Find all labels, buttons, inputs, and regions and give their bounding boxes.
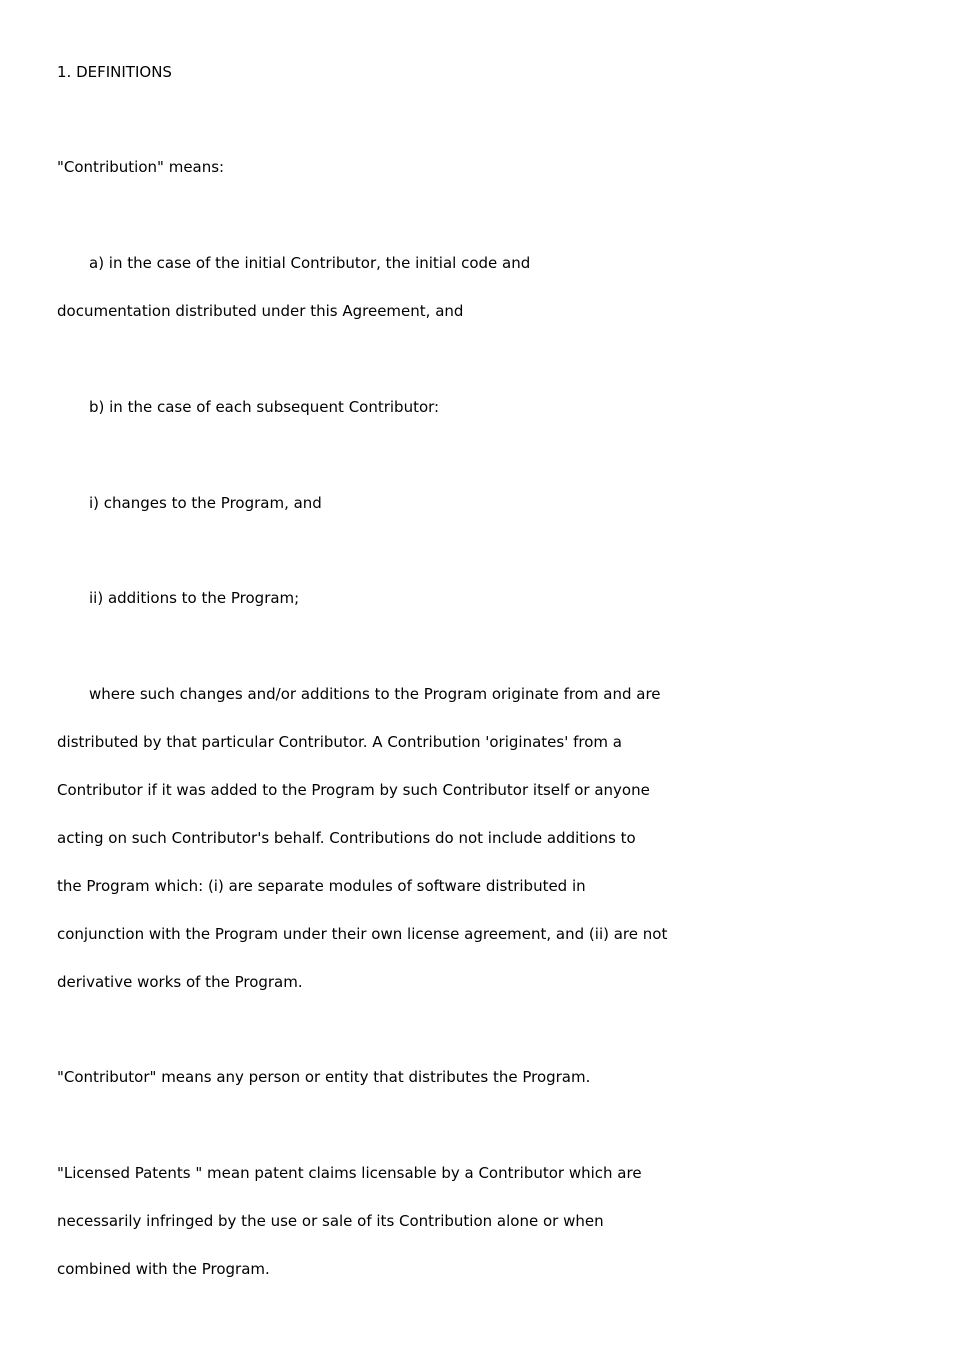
paragraph-where-line-2: distributed by that particular Contributor. A Contribution 'originates' from a	[57, 733, 622, 751]
definition-licensed-patents-line-1: "Licensed Patents " mean patent claims licensable by a Contributor which are	[57, 1164, 642, 1182]
clause-a-line-2: documentation distributed under this Agreement, and	[57, 302, 464, 320]
clause-b-i: i) changes to the Program, and	[89, 494, 322, 512]
paragraph-where-line-3: Contributor if it was added to the Program by such Contributor itself or anyone	[57, 781, 650, 799]
clause-b: b) in the case of each subsequent Contributor:	[89, 398, 440, 416]
paragraph-where-line-4: acting on such Contributor's behalf. Contributions do not include additions to	[57, 829, 636, 847]
definition-contributor: "Contributor" means any person or entity that distributes the Program.	[57, 1068, 591, 1086]
definition-licensed-patents-line-3: combined with the Program.	[57, 1260, 270, 1278]
clause-b-ii: ii) additions to the Program;	[89, 589, 300, 607]
paragraph-where-line-5: the Program which: (i) are separate modules of software distributed in	[57, 877, 586, 895]
definition-contribution-term: "Contribution" means:	[57, 158, 225, 176]
definition-licensed-patents-line-2: necessarily infringed by the use or sale of its Contribution alone or when	[57, 1212, 604, 1230]
paragraph-where-line-6: conjunction with the Program under their own license agreement, and (ii) are not	[57, 925, 668, 943]
section-heading: 1. DEFINITIONS	[57, 63, 172, 81]
paragraph-where-line-7: derivative works of the Program.	[57, 973, 303, 991]
paragraph-where-line-1: where such changes and/or additions to the Program originate from and are	[89, 685, 661, 703]
clause-a-line-1: a) in the case of the initial Contributor, the initial code and	[89, 254, 531, 272]
